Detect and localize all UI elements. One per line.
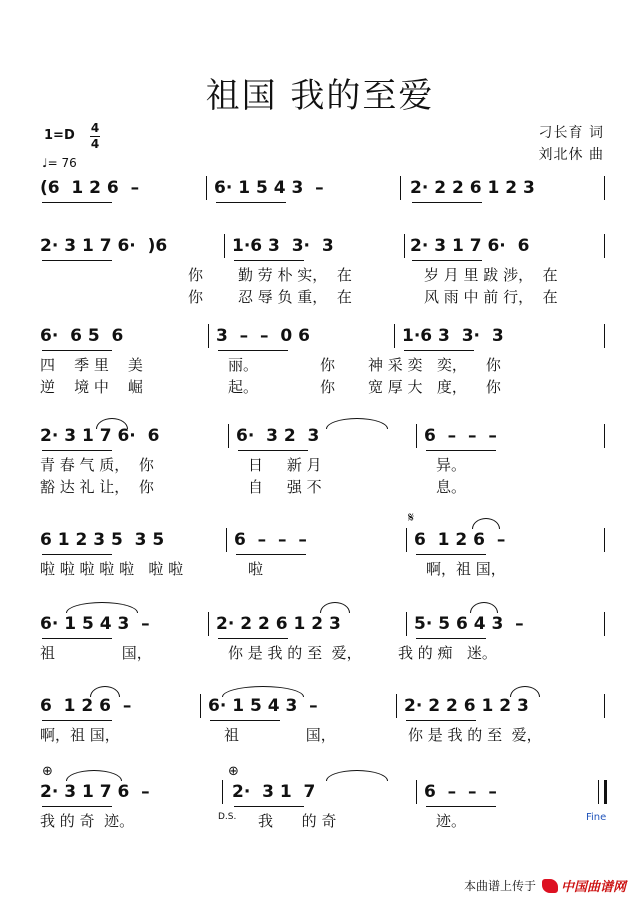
notation-measure: 2· 2 2 6 1 2 3 xyxy=(216,614,341,634)
barline xyxy=(406,612,407,636)
notation-measure: 2· 3 1 7 6· 6 xyxy=(40,426,160,446)
barline xyxy=(604,612,605,636)
slur-tie xyxy=(66,602,138,613)
barline xyxy=(604,234,605,258)
lyric-line-2: 起。 你 xyxy=(228,378,335,396)
notation-measure: 1·6 3 3· 3 xyxy=(402,326,504,346)
barline xyxy=(404,234,405,258)
notation-measure: 6 – – – xyxy=(424,426,497,446)
beam-underline xyxy=(404,350,474,351)
beam-underline xyxy=(42,554,112,555)
notation-measure: 6· 3 2 3 xyxy=(236,426,320,446)
barline xyxy=(222,780,223,804)
notation-measure: 6 1 2 6 – xyxy=(40,696,132,716)
notation-measure: 6· 1 5 4 3 – xyxy=(208,696,318,716)
footer xyxy=(464,876,626,895)
notation-measure: 2· 3 1 7 6· 6 xyxy=(410,236,530,256)
lyric-line-1: 我 的 痴 迷。 xyxy=(398,644,497,662)
lyric-line-1: 你 是 我 的 至 爱， xyxy=(408,726,542,744)
lyric-line-1: 勤 劳 朴 实， 在 xyxy=(238,266,352,284)
barline xyxy=(416,424,417,448)
beam-underline xyxy=(426,450,496,451)
barline xyxy=(604,324,605,348)
site-logo-icon xyxy=(542,879,558,893)
lyric-line-1: 丽。 你 xyxy=(228,356,335,374)
notation-measure: 2· 2 2 6 1 2 3 xyxy=(410,178,535,198)
notation-measure: 6 1 2 3 5 3 5 xyxy=(40,530,165,550)
beam-underline xyxy=(416,638,486,639)
lyric-line-1: 啊，祖 国， xyxy=(426,560,506,578)
barline xyxy=(208,612,209,636)
barline xyxy=(208,324,209,348)
lyric-line-1: 日 新 月 xyxy=(248,456,322,474)
key-signature: 1=D xyxy=(44,128,75,143)
lyric-line-1: 啦 xyxy=(248,560,264,578)
lyric-line-1: 我 的 奇 xyxy=(258,812,337,830)
notation-measure: 5· 5 6 4 3 – xyxy=(414,614,524,634)
notation-measure: 6· 1 5 4 3 – xyxy=(214,178,324,198)
barline xyxy=(604,694,605,718)
lyric-line-2: 风 雨 中 前 行， 在 xyxy=(424,288,558,306)
fine-marking: Fine xyxy=(586,812,607,823)
time-signature-bottom: 4 xyxy=(90,137,100,151)
slur-tie xyxy=(222,686,304,697)
lyric-line-1: 祖 国， xyxy=(40,644,152,662)
beam-underline xyxy=(412,260,482,261)
slur-tie xyxy=(510,686,540,697)
slur-tie xyxy=(472,518,500,529)
page-title: 祖国 我的至爱 xyxy=(205,76,435,116)
beam-underline xyxy=(236,554,306,555)
ds-marking: D.S. xyxy=(218,812,237,822)
slur-tie xyxy=(66,770,122,781)
final-barline xyxy=(604,780,607,804)
lyric-line-1: 岁 月 里 跋 涉， 在 xyxy=(424,266,558,284)
slur-tie xyxy=(96,418,128,429)
barline xyxy=(598,780,599,804)
notation-measure: 6· 1 5 4 3 – xyxy=(40,614,150,634)
barline xyxy=(224,234,225,258)
lyric-line-2: 逆 境 中 崛 xyxy=(40,378,143,396)
coda-icon: ⊕ xyxy=(42,764,53,779)
beam-underline xyxy=(426,806,496,807)
barline xyxy=(604,424,605,448)
lyric-line-1: 啦 啦 啦 啦 啦 啦 啦 xyxy=(40,560,184,578)
beam-underline xyxy=(42,350,112,351)
beam-underline xyxy=(218,638,288,639)
lyric-line-2: 忍 辱 负 重， 在 xyxy=(238,288,352,306)
barline xyxy=(396,694,397,718)
barline xyxy=(226,528,227,552)
beam-underline xyxy=(416,554,486,555)
time-signature-top: 4 xyxy=(90,121,100,135)
notation-measure: 2· 3 1 7 xyxy=(232,782,316,802)
footer-site-name: 中国曲谱网 xyxy=(560,880,626,895)
slur-tie xyxy=(326,418,388,429)
lyric-line-1: 啊，祖 国， xyxy=(40,726,120,744)
beam-underline xyxy=(210,720,280,721)
lyric-line-1: 我 的 奇 迹。 xyxy=(40,812,135,830)
beam-underline xyxy=(412,202,482,203)
time-signature xyxy=(90,122,100,151)
barline xyxy=(416,780,417,804)
beam-underline xyxy=(218,350,288,351)
barline xyxy=(604,176,605,200)
barline xyxy=(406,528,407,552)
segno-icon: 𝄋 xyxy=(408,510,415,526)
composer-credit: 刘北休 曲 xyxy=(538,147,604,163)
lyric-line-2: 宽 厚 大 度， 你 xyxy=(368,378,501,396)
notation-measure: (6 1 2 6 – xyxy=(40,178,140,198)
notation-measure: 6 – – – xyxy=(424,782,497,802)
notation-measure: 6 1 2 6 – xyxy=(414,530,506,550)
lyric-line-1: 祖 国， xyxy=(224,726,336,744)
lyric-line-1: 四 季 里 美 xyxy=(40,356,143,374)
slur-tie xyxy=(470,602,498,613)
beam-underline xyxy=(42,638,112,639)
beam-underline xyxy=(238,450,308,451)
notation-measure: 2· 3 1 7 6· )6 xyxy=(40,236,168,256)
barline xyxy=(228,424,229,448)
lyric-line-1: 青 春 气 质， 你 xyxy=(40,456,154,474)
beam-underline xyxy=(42,450,112,451)
coda-icon: ⊕ xyxy=(228,764,239,779)
notation-measure: 2· 2 2 6 1 2 3 xyxy=(404,696,529,716)
beam-underline xyxy=(406,720,476,721)
barline xyxy=(604,528,605,552)
slur-tie xyxy=(320,602,350,613)
slur-tie xyxy=(326,770,388,781)
notation-measure: 6· 6 5 6 xyxy=(40,326,124,346)
beam-underline xyxy=(42,260,112,261)
slur-tie xyxy=(90,686,120,697)
lyric-line-1: 神 采 奕 奕， 你 xyxy=(368,356,501,374)
barline xyxy=(394,324,395,348)
beam-underline xyxy=(42,720,112,721)
lyric-line-2: 豁 达 礼 让， 你 xyxy=(40,478,154,496)
barline xyxy=(200,694,201,718)
lyric-line-2: 你 xyxy=(188,288,204,306)
notation-measure: 3 – – 0 6 xyxy=(216,326,310,346)
beam-underline xyxy=(234,806,304,807)
notation-measure: 2· 3 1 7 6 – xyxy=(40,782,150,802)
notation-measure: 1·6 3 3· 3 xyxy=(232,236,334,256)
tempo-marking: ♩= 76 xyxy=(42,156,77,170)
beam-underline xyxy=(42,806,112,807)
beam-underline xyxy=(216,202,286,203)
lyricist-credit: 刁长育 词 xyxy=(538,125,604,141)
footer-text: 本曲谱上传于 xyxy=(463,879,536,893)
notation-measure: 6 – – – xyxy=(234,530,307,550)
lyric-line-1: 迹。 xyxy=(436,812,467,830)
barline xyxy=(400,176,401,200)
lyric-line-1: 异。 xyxy=(436,456,467,474)
lyric-line-2: 息。 xyxy=(436,478,467,496)
lyric-line-1: 你 xyxy=(188,266,204,284)
barline xyxy=(206,176,207,200)
lyric-line-1: 你 是 我 的 至 爱， xyxy=(228,644,362,662)
beam-underline xyxy=(234,260,304,261)
beam-underline xyxy=(42,202,112,203)
lyric-line-2: 自 强 不 xyxy=(248,478,322,496)
